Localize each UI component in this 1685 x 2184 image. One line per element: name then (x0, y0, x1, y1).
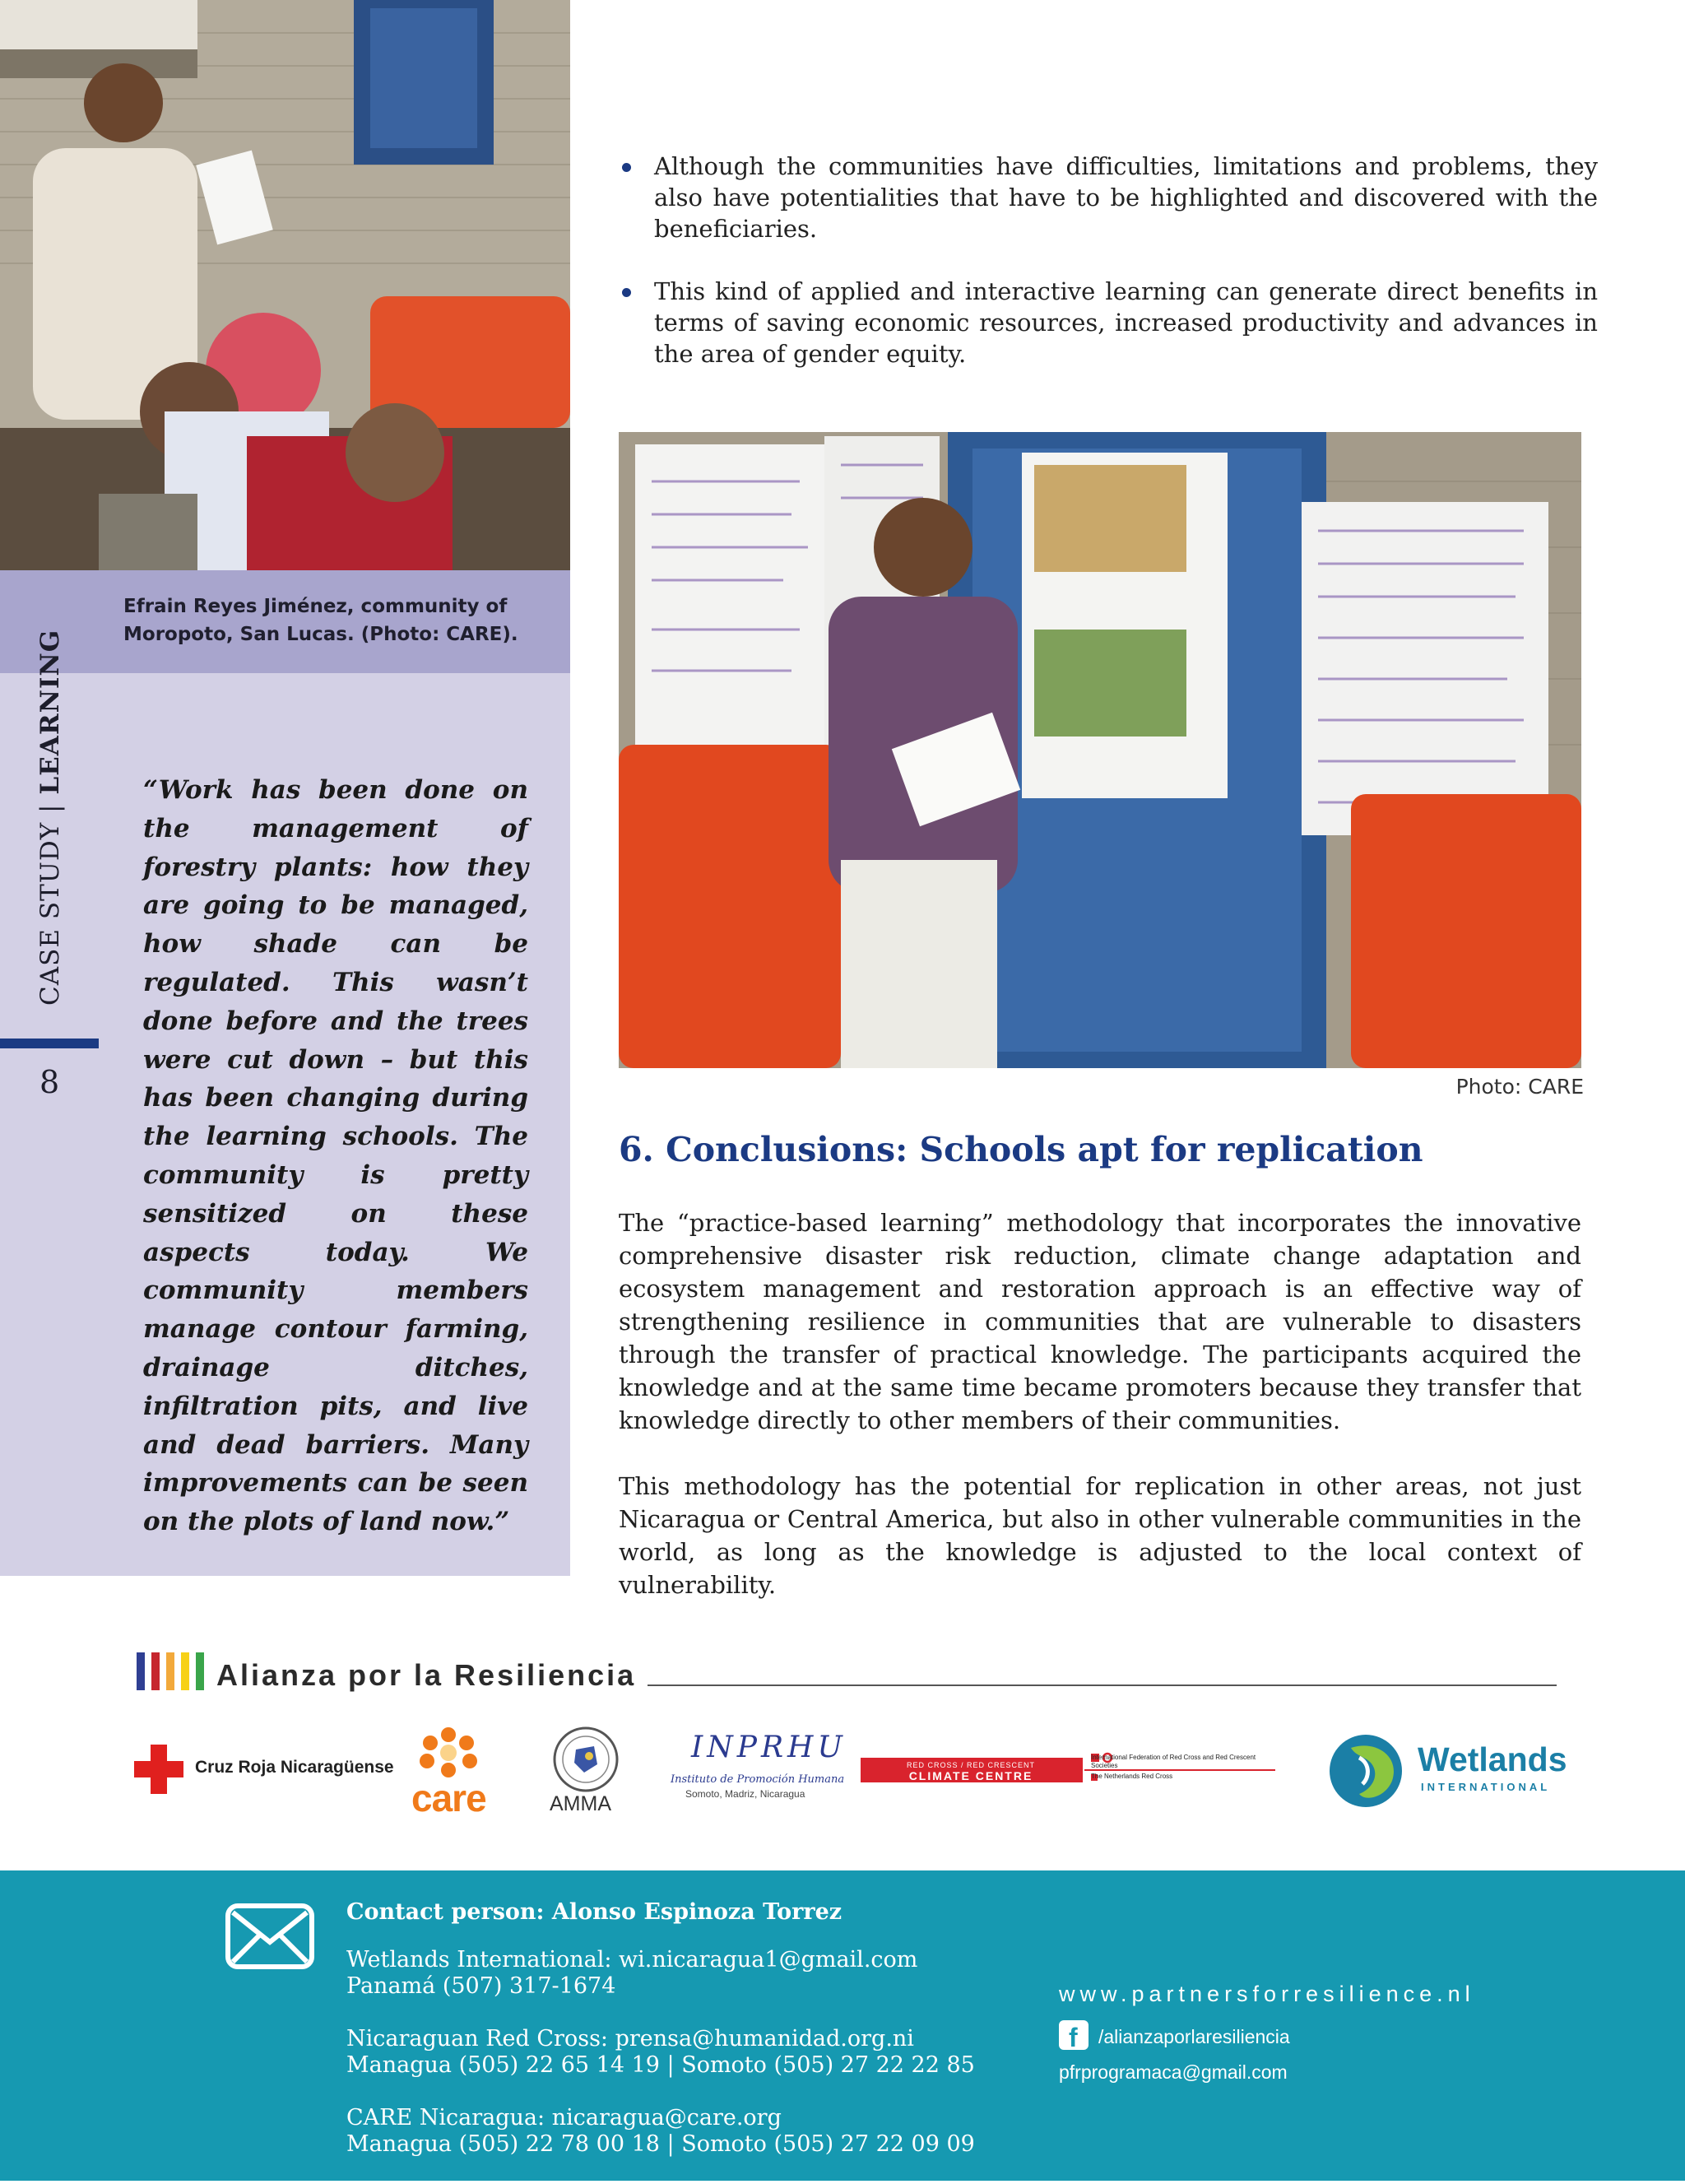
mail-icon (225, 1903, 315, 1970)
climate-centre-title: CLIMATE CENTRE (908, 1769, 1033, 1782)
nlrc-logo-text: The Netherlands Red Cross (1091, 1773, 1173, 1780)
bullet-item: Although the communities have difficulties, limitations and problems, they also have potentialities that have to be highlighted and discovered with the beneficiaries. (619, 151, 1598, 244)
alliance-logo-icon (137, 1652, 211, 1690)
inprhu-subtitle: Instituto de Promoción Humana (671, 1773, 845, 1786)
photo-caption-band (0, 570, 570, 673)
amma-seal-icon (551, 1725, 620, 1794)
section-title: 6. Conclusions: Schools apt for replication (619, 1130, 1423, 1169)
alliance-title: Alianza por la Resiliencia (216, 1658, 637, 1692)
side-label-strong: LEARNING (35, 629, 65, 795)
contact-care-phone: Managua (505) 22 78 00 18 | Somoto (505) 27 22 09 09 (346, 2131, 975, 2157)
photo-credit: Photo: CARE (1455, 1075, 1584, 1099)
page-number: 8 (39, 1064, 60, 1100)
cruz-roja-logo-text: Cruz Roja Nicaragüense (195, 1758, 394, 1777)
contact-wetlands-email: Wetlands International: wi.nicaragua1@gmail.com (346, 1947, 918, 1973)
contact-redcross-phone: Managua (505) 22 65 14 19 | Somoto (505) 27 22 22 85 (346, 2052, 975, 2078)
facebook-handle[interactable]: /alianzaporlaresiliencia (1098, 2026, 1290, 2047)
care-logo-icon (415, 1725, 481, 1781)
contact-care-email: CARE Nicaragua: nicaragua@care.org (346, 2105, 782, 2131)
speaker-photo (0, 0, 570, 570)
contact-redcross-email: Nicaraguan Red Cross: prensa@humanidad.org.ni (346, 2026, 914, 2052)
photo-caption: Efrain Reyes Jiménez, community of Moropoto, San Lucas. (Photo: CARE). (123, 596, 518, 645)
body-paragraph: This methodology has the potential for replication in other areas, not just Nicaragua or Central America, but also in other vulnerable communities in the world, as long as the knowledge is adjusted to the local context of vulnerability. (619, 1472, 1581, 1599)
ifrc-logo-text: International Federation of Red Cross and Red Crescent Societies (1091, 1754, 1256, 1769)
contact-care (346, 2105, 988, 2158)
bullet-item: This kind of applied and interactive learning can generate direct benefits in terms of saving economic resources, increased productivity and advances in the area of gender equity. (619, 276, 1598, 369)
side-rule (0, 1039, 99, 1048)
red-cross-icon (134, 1745, 183, 1794)
program-email[interactable]: pfrprogramaca@gmail.com (1059, 2061, 1288, 2083)
side-section-label (35, 630, 65, 1006)
wetlands-logo-icon (1326, 1731, 1409, 1810)
contact-person: Contact person: Alonso Espinoza Torrez (346, 1899, 842, 1925)
inprhu-logo-text: INPRHU (691, 1731, 847, 1764)
alliance-rule (648, 1684, 1557, 1686)
website-link[interactable]: www.partnersforresilience.nl (1059, 1982, 1475, 2006)
presenter-photo (619, 432, 1581, 1068)
contact-wetlands (346, 1947, 988, 2000)
testimonial-quote: “Work has been done on the management of forestry plants: how they are going to be managed, how shade can be regulated. This wasn’t done before and the trees were cut down – but this has been changing during the learning schools. The community is pretty sensitized on these aspects today. We community members manage contour farming, drainage ditches, infiltration pits, and live and dead barriers. Many improvements can be seen on the plots of land now.” (143, 775, 528, 1537)
body-paragraph: The “practice-based learning” methodology that incorporates the innovative comprehensive disaster risk reduction, climate change adaptation and ecosystem management and restoration approach is an effective way of strengthening resilience in communities that are vulnerable to disasters through the transfer of practical knowledge. The participants acquired the knowledge and at the same time became promoters because they transfer that knowledge directly to other members of their communities. (619, 1209, 1581, 1434)
climate-centre-top: RED CROSS / RED CRESCENT (906, 1761, 1036, 1769)
inprhu-location: Somoto, Madriz, Nicaragua (685, 1788, 805, 1800)
contact-block (346, 1898, 988, 2184)
facebook-icon[interactable]: f (1059, 2020, 1089, 2050)
care-logo-text: care (411, 1777, 486, 1819)
wetlands-logo-text: Wetlands (1418, 1740, 1567, 1778)
bullet-list (619, 151, 1598, 369)
contact-redcross (346, 2026, 988, 2079)
side-label-prefix: CASE STUDY | (35, 803, 65, 1006)
amma-logo-text: AMMA (550, 1792, 611, 1815)
contact-wetlands-phone: Panamá (507) 317-1674 (346, 1973, 616, 1999)
wetlands-logo-subtitle: INTERNATIONAL (1421, 1781, 1551, 1793)
